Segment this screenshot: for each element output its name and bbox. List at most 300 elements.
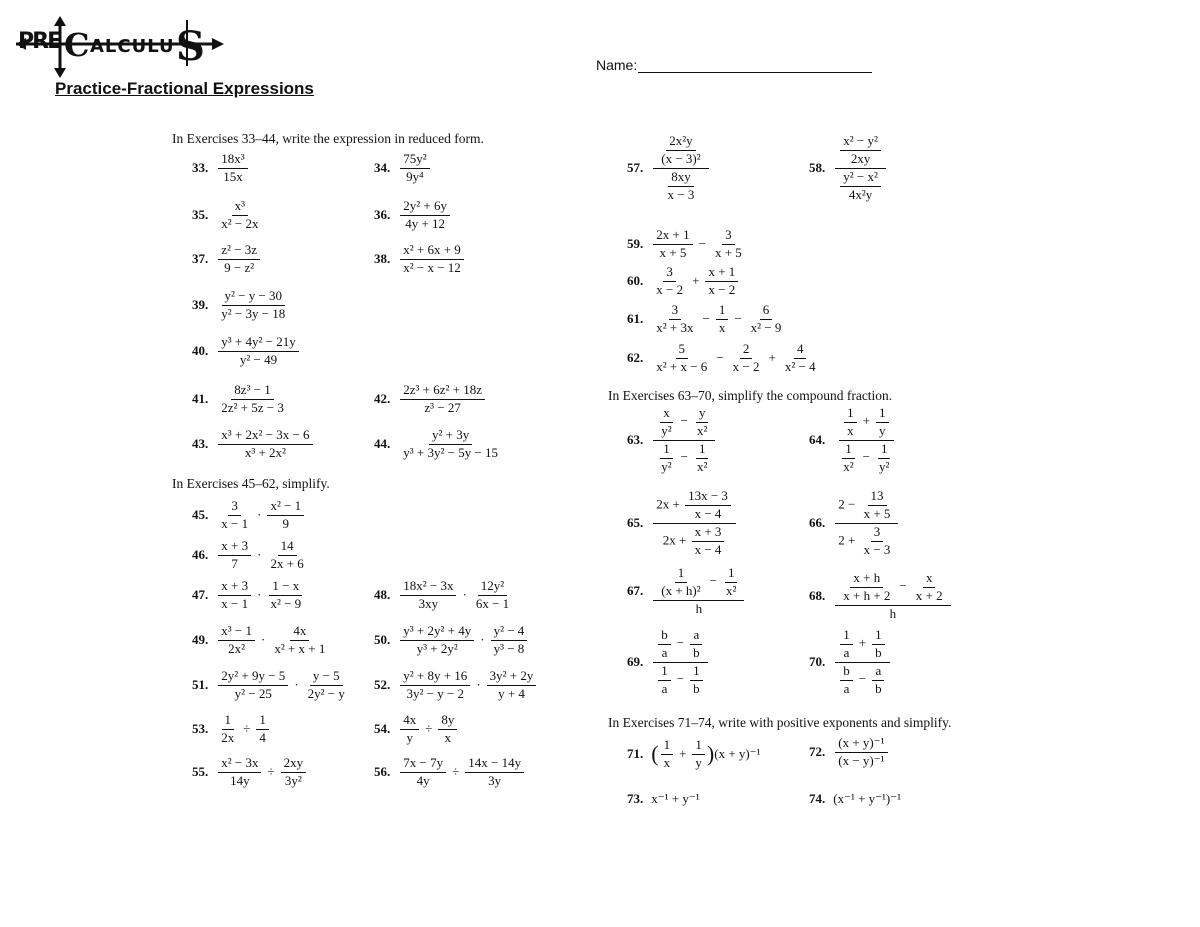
exercise-67 [627, 566, 746, 617]
numerator: 14x − 14y [465, 756, 524, 773]
exercise-number: 40. [192, 343, 209, 359]
denominator: x − 4 [694, 505, 722, 521]
numerator: 5 [676, 342, 689, 359]
denominator: x² + 3x [656, 319, 694, 335]
denominator: y² − 3y − 18 [221, 305, 286, 321]
outer-denominator [835, 441, 897, 475]
exercise-33 [192, 152, 250, 185]
fraction [218, 579, 251, 612]
denominator: b [693, 680, 700, 696]
fraction [844, 406, 857, 439]
instruction-63-70: In Exercises 63–70, simplify the compound fraction. [608, 388, 893, 403]
exercise-number: 70. [809, 654, 826, 670]
numerator: 18x² − 3x [400, 579, 456, 596]
numerator: 1 [661, 738, 674, 755]
fraction [218, 713, 237, 746]
fraction [840, 134, 881, 167]
numerator: 1 [222, 713, 235, 730]
denominator: x² − 4 [784, 358, 816, 374]
numerator: y² − y − 30 [222, 289, 286, 306]
fraction [400, 579, 456, 612]
denominator: b [875, 680, 882, 696]
denominator: y² [879, 458, 890, 474]
denominator: x + h + 2 [843, 587, 891, 603]
denominator: y² − 49 [239, 351, 278, 367]
fraction [400, 624, 474, 657]
fraction [218, 499, 251, 532]
outer-numerator [835, 489, 898, 524]
exercise-number: 64. [809, 432, 826, 448]
numerator: 13 [868, 489, 887, 506]
exercise-number: 72. [809, 744, 826, 760]
complex-fraction [835, 134, 886, 203]
exercise-70 [809, 628, 892, 697]
exercise-number: 51. [192, 677, 209, 693]
numerator: z² − 3z [218, 243, 260, 260]
denominator: b [693, 644, 700, 660]
exercise-52 [374, 669, 538, 702]
fraction [267, 579, 304, 612]
outer-denominator [835, 663, 889, 697]
numerator: x² − 3x [218, 756, 261, 773]
denominator: y [406, 729, 413, 745]
numerator: 3 [228, 499, 241, 516]
denominator: 2x + 6 [270, 555, 304, 571]
exercise-68 [809, 571, 953, 622]
fraction [782, 342, 819, 375]
exercise-59 [627, 228, 747, 261]
exercise-number: 49. [192, 632, 209, 648]
numerator: 2y² + 6y [400, 199, 450, 216]
svg-text:PRE: PRE [18, 29, 61, 54]
exercise-number: 52. [374, 677, 391, 693]
denominator: 9 − z² [224, 259, 255, 275]
operator: − [709, 573, 717, 589]
whole-part: 2x + [662, 532, 687, 548]
numerator: 8xy [668, 170, 694, 187]
exercise-71 [627, 738, 761, 771]
outer-numerator [653, 628, 707, 663]
exercise-54 [374, 713, 459, 746]
exercise-39 [192, 289, 290, 322]
exercise-number: 67. [627, 583, 644, 599]
numerator: 3 [871, 525, 884, 542]
denominator: x − 3 [667, 186, 695, 202]
denominator: 4 [259, 729, 266, 745]
numerator: 14 [278, 539, 297, 556]
numerator: 1 [256, 713, 269, 730]
denominator: x² − 2x [221, 215, 259, 231]
operator: · [476, 677, 481, 693]
denominator: y [695, 754, 702, 770]
denominator: x − 2 [656, 281, 684, 297]
operator: · [257, 587, 262, 603]
fraction [400, 756, 446, 789]
denominator: 3xy [418, 595, 439, 611]
denominator: x − 2 [732, 358, 760, 374]
operator: + [679, 746, 687, 762]
numerator: x + h [850, 571, 883, 588]
operator: − [680, 413, 688, 429]
operator: ÷ [425, 721, 433, 737]
outer-numerator [653, 566, 744, 601]
exercise-number: 37. [192, 251, 209, 267]
numerator: 3 [669, 303, 682, 320]
denominator: b [875, 644, 882, 660]
exercise-49 [192, 624, 330, 657]
denominator: y³ + 3y² − 5y − 15 [403, 444, 499, 460]
fraction [218, 335, 298, 368]
numerator: 2z³ + 6z² + 18z [400, 383, 485, 400]
numerator: 1 [696, 442, 709, 459]
numerator: x + 3 [218, 539, 251, 556]
operator: ÷ [267, 764, 275, 780]
numerator: 1 [725, 566, 738, 583]
fraction [465, 756, 524, 789]
denominator: y³ − 8 [493, 640, 525, 656]
denominator: x + 5 [659, 244, 687, 260]
fraction [400, 428, 501, 461]
outer-numerator [839, 406, 893, 441]
denominator: y³ + 2y² [416, 640, 458, 656]
fraction [400, 199, 450, 232]
numerator: 1 [660, 442, 673, 459]
denominator: x − 1 [221, 595, 249, 611]
numerator: y² − 4 [491, 624, 528, 641]
exercise-number: 42. [374, 391, 391, 407]
fraction [218, 383, 287, 416]
fraction [658, 406, 674, 439]
operator: − [676, 635, 685, 651]
exercise-number: 34. [374, 160, 391, 176]
denominator: 15x [223, 168, 243, 184]
fraction [661, 738, 674, 771]
complex-fraction [653, 566, 744, 617]
fraction [690, 628, 703, 661]
exercise-66 [809, 489, 900, 558]
fraction [840, 664, 853, 697]
numerator: 12y² [478, 579, 507, 596]
fraction [400, 713, 419, 746]
fraction [658, 664, 671, 697]
exercise-number: 74. [809, 791, 826, 806]
exercise-72 [809, 736, 890, 769]
fraction [218, 243, 260, 276]
operator: ÷ [452, 764, 460, 780]
numerator: 1 [658, 664, 671, 681]
exercise-number: 59. [627, 236, 644, 252]
denominator: 9 [282, 515, 290, 531]
numerator: y² + 8y + 16 [400, 669, 470, 686]
denominator: x² − x − 12 [403, 259, 461, 275]
denominator: x + 5 [863, 505, 891, 521]
fraction [281, 756, 307, 789]
numerator: 1 [675, 566, 688, 583]
denominator: x² − 9 [750, 319, 782, 335]
fraction [835, 736, 887, 769]
exercise-number: 45. [192, 507, 209, 523]
denominator: a [843, 680, 850, 696]
exercise-number: 55. [192, 764, 209, 780]
numerator: 18x³ [218, 152, 247, 169]
complex-fraction [835, 489, 898, 558]
fraction [653, 303, 696, 336]
numerator: 1 [840, 628, 853, 645]
fraction [218, 428, 312, 461]
numerator: x³ [232, 199, 248, 216]
denominator: (x − 3)² [661, 150, 701, 166]
numerator: 1 [878, 442, 891, 459]
fraction [876, 442, 892, 475]
numerator: a [690, 628, 702, 645]
fraction [712, 228, 745, 261]
denominator: x + 2 [915, 587, 943, 603]
exercise-number: 48. [374, 587, 391, 603]
exercise-number: 69. [627, 654, 644, 670]
fraction [716, 303, 729, 336]
operator: · [294, 677, 299, 693]
fraction [267, 499, 304, 532]
denominator: 2x² [228, 640, 246, 656]
numerator: 4x [400, 713, 419, 730]
denominator: 3y² [284, 772, 302, 788]
numerator: 2y² + 9y − 5 [218, 669, 288, 686]
numerator: 3 [663, 265, 676, 282]
exercise-58 [809, 134, 888, 203]
exercise-63 [627, 406, 717, 475]
fraction [872, 628, 885, 661]
outer-denominator [660, 169, 703, 203]
denominator: 7 [231, 555, 238, 571]
numerator: 2xy [281, 756, 307, 773]
fraction [658, 566, 703, 599]
numerator: a [872, 664, 884, 681]
operator: ÷ [243, 721, 251, 737]
fraction [913, 571, 946, 604]
denominator: z³ − 27 [424, 399, 461, 415]
numerator: x [923, 571, 936, 588]
numerator: 3 [722, 228, 735, 245]
fraction [653, 228, 692, 261]
fraction [400, 243, 464, 276]
numerator: 1 [690, 664, 703, 681]
precalculus-logo [12, 14, 228, 80]
complex-fraction [653, 489, 736, 558]
numerator: 4x [290, 624, 309, 641]
operator: + [862, 413, 870, 429]
numerator: y² + 3y [429, 428, 472, 445]
exercise-number: 38. [374, 251, 391, 267]
denominator: x − 3 [863, 541, 891, 557]
denominator: 4y + 12 [405, 215, 446, 231]
fraction [218, 624, 255, 657]
numerator: b [840, 664, 853, 681]
exercise-number: 66. [809, 515, 826, 531]
fraction [690, 664, 703, 697]
fraction [653, 265, 686, 298]
numerator: b [658, 628, 671, 645]
fraction [692, 738, 705, 771]
exercise-number: 57. [627, 160, 644, 176]
fraction [748, 303, 785, 336]
fraction [305, 669, 348, 702]
exercise-number: 35. [192, 207, 209, 223]
denominator: x² [725, 582, 737, 598]
operator: − [716, 350, 724, 366]
exercise-number: 61. [627, 311, 644, 327]
numerator: y² − x² [840, 170, 881, 187]
outer-denominator: h [889, 605, 897, 621]
denominator: y² − 25 [234, 685, 272, 701]
name-field [596, 57, 872, 73]
numerator: 8y [438, 713, 457, 730]
fraction [256, 713, 269, 746]
numerator: 2 [740, 342, 753, 359]
complex-fraction [835, 406, 897, 475]
exercise-number: 58. [809, 160, 826, 176]
exercise-number: 36. [374, 207, 391, 223]
name-label: Name: [596, 57, 638, 73]
exercise-number: 44. [374, 436, 391, 452]
exercise-69 [627, 628, 710, 697]
svg-text:ALCULU: ALCULU [90, 36, 175, 57]
numerator: 1 [716, 303, 729, 320]
denominator: x [847, 422, 854, 438]
denominator: 3y [488, 772, 502, 788]
denominator: x³ + 2x² [244, 444, 286, 460]
numerator: 6 [760, 303, 773, 320]
outer-denominator [653, 663, 707, 697]
operator: − [702, 311, 710, 327]
fraction [840, 170, 881, 203]
numerator: y [696, 406, 709, 423]
exercise-40 [192, 335, 301, 368]
exercise-number: 47. [192, 587, 209, 603]
outer-numerator [653, 489, 736, 524]
outer-denominator [835, 524, 898, 558]
denominator: x [718, 319, 726, 335]
exercise-number: 50. [374, 632, 391, 648]
operator: + [692, 273, 700, 289]
fraction [491, 624, 528, 657]
exercise-number: 39. [192, 297, 209, 313]
outer-numerator [835, 134, 886, 169]
exercise-64 [809, 406, 899, 475]
exercise-51 [192, 669, 350, 702]
complex-fraction [835, 571, 950, 622]
denominator: 4y [416, 772, 430, 788]
denominator: 2x [221, 729, 235, 745]
denominator: 4x²y [848, 186, 873, 202]
exercise-55 [192, 756, 308, 789]
fraction [658, 134, 703, 167]
operator: − [698, 236, 706, 252]
denominator: x² [843, 458, 854, 474]
outer-denominator: h [695, 600, 703, 616]
exercise-62 [627, 342, 821, 375]
expression: x⁻¹ + y⁻¹ [651, 791, 700, 806]
numerator: 1 [876, 406, 889, 423]
numerator: 7x − 7y [400, 756, 446, 773]
fraction [723, 566, 739, 599]
outer-numerator [653, 406, 715, 441]
exercise-number: 62. [627, 350, 644, 366]
fraction [730, 342, 763, 375]
fraction [872, 664, 885, 697]
fraction [876, 406, 889, 439]
fraction [694, 406, 710, 439]
fraction [218, 152, 247, 185]
numerator: y³ + 2y² + 4y [400, 624, 474, 641]
denominator: x [444, 729, 452, 745]
complex-fraction [653, 628, 707, 697]
fraction [218, 289, 288, 322]
exercise-56 [374, 756, 526, 789]
fraction [400, 383, 485, 416]
numerator: x + 3 [692, 525, 725, 542]
denominator: a [661, 680, 668, 696]
exercise-60 [627, 265, 740, 298]
fraction [658, 628, 671, 661]
svg-text:S: S [176, 23, 205, 70]
instruction-71-74: In Exercises 71–74, write with positive exponents and simplify. [608, 715, 952, 730]
exercise-number: 54. [374, 721, 391, 737]
numerator: (x + y)⁻¹ [835, 736, 887, 753]
fraction [861, 525, 894, 558]
complex-fraction [653, 406, 715, 475]
fraction [487, 669, 537, 702]
fraction [218, 199, 261, 232]
denominator: x − 1 [221, 515, 249, 531]
exercise-35 [192, 199, 263, 232]
operator: · [480, 632, 485, 648]
fraction [861, 489, 894, 522]
fraction [685, 489, 731, 522]
fraction [218, 669, 288, 702]
operator: − [862, 449, 870, 465]
exercise-74 [809, 791, 901, 807]
denominator: x − 4 [694, 541, 722, 557]
exercise-48 [374, 579, 514, 612]
exercise-53 [192, 713, 271, 746]
denominator: y + 4 [498, 685, 525, 701]
numerator: 1 [842, 442, 855, 459]
denominator: y² [661, 422, 672, 438]
exercise-number: 53. [192, 721, 209, 737]
fraction [438, 713, 457, 746]
left-paren: ( [651, 741, 659, 767]
expression: (x⁻¹ + y⁻¹)⁻¹ [833, 791, 902, 806]
exercise-number: 68. [809, 588, 826, 604]
numerator: 75y² [400, 152, 429, 169]
denominator: x² + x − 6 [656, 358, 708, 374]
numerator: 8z³ − 1 [231, 383, 274, 400]
right-paren: ) [706, 741, 715, 767]
outer-numerator [653, 134, 708, 169]
fraction [218, 756, 261, 789]
exercise-38 [374, 243, 466, 276]
exercise-number: 46. [192, 547, 209, 563]
denominator: 6x − 1 [475, 595, 510, 611]
denominator: y² [661, 458, 672, 474]
numerator: 1 [872, 628, 885, 645]
fraction [400, 669, 470, 702]
denominator: x² [697, 458, 708, 474]
operator: · [462, 587, 467, 603]
denominator: 2xy [850, 150, 871, 166]
numerator: x + 1 [705, 265, 738, 282]
exercise-number: 63. [627, 432, 644, 448]
